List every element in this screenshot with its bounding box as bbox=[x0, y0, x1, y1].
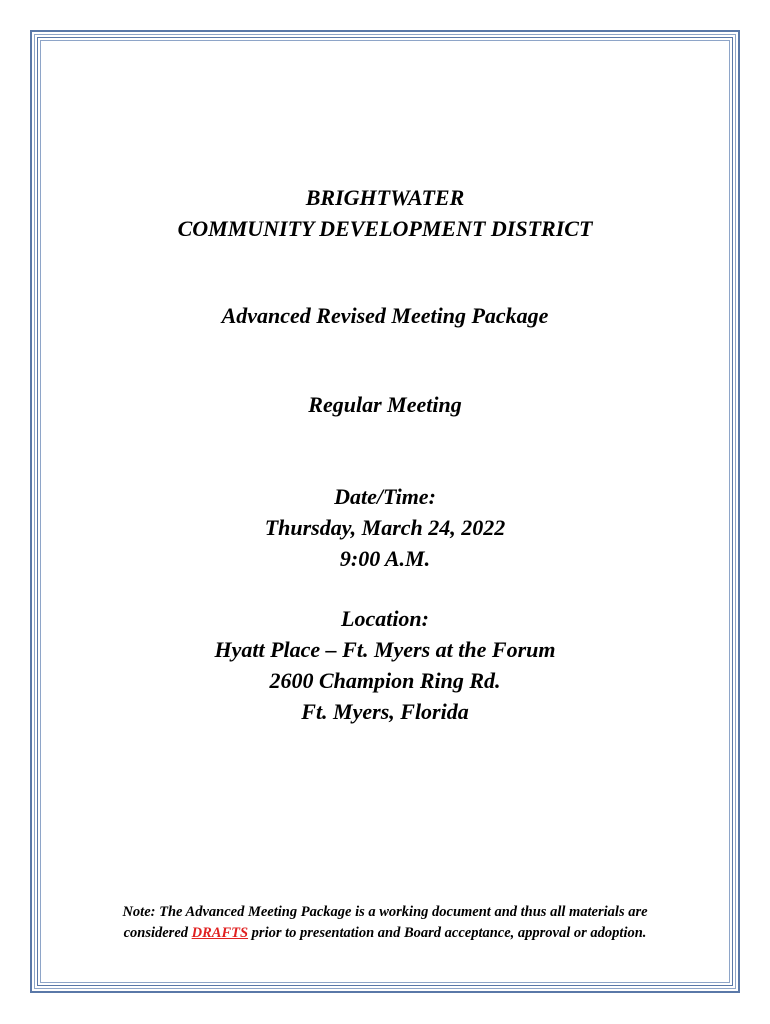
location-label: Location: bbox=[341, 606, 429, 631]
note-prefix: considered bbox=[123, 925, 192, 941]
title-line-2: COMMUNITY DEVELOPMENT DISTRICT bbox=[177, 216, 593, 241]
cover-content bbox=[40, 40, 730, 983]
datetime-section bbox=[40, 481, 730, 574]
drafts-label: DRAFTS bbox=[191, 925, 249, 941]
datetime-label: Date/Time: bbox=[334, 484, 436, 509]
meeting-time: 9:00 A.M. bbox=[339, 546, 431, 571]
location-venue: Hyatt Place – Ft. Myers at the Forum bbox=[214, 637, 556, 662]
meeting-type: Regular Meeting bbox=[308, 392, 462, 417]
note-line-1: Note: The Advanced Meeting Package is a working document and thus all materials are bbox=[122, 904, 648, 920]
location-city: Ft. Myers, Florida bbox=[301, 699, 469, 724]
note-suffix: prior to presentation and Board acceptance, approval or adoption. bbox=[248, 925, 647, 941]
meeting-date: Thursday, March 24, 2022 bbox=[264, 515, 506, 540]
note-line-2 bbox=[40, 923, 730, 944]
district-title bbox=[40, 182, 730, 244]
disclaimer-note bbox=[40, 902, 730, 944]
package-title: Advanced Revised Meeting Package bbox=[221, 303, 549, 328]
location-address: 2600 Champion Ring Rd. bbox=[269, 668, 501, 693]
location-section bbox=[40, 603, 730, 727]
title-line-1: BRIGHTWATER bbox=[305, 185, 465, 210]
